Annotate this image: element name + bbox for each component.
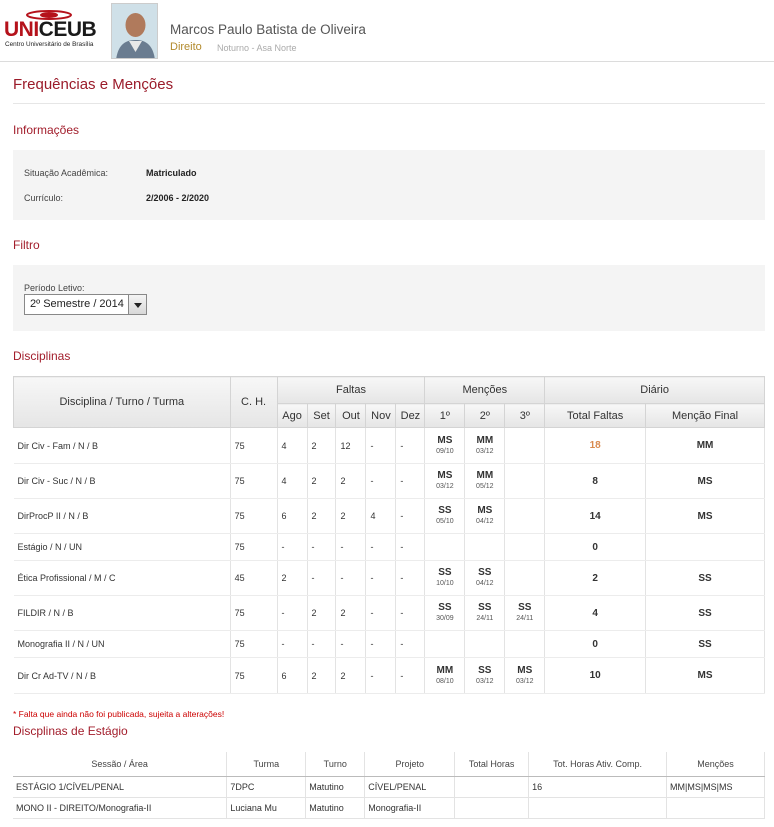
falta-ago: 4 xyxy=(277,428,307,464)
falta-set: 2 xyxy=(307,596,336,631)
app-header xyxy=(0,0,774,62)
mencao-1-date: 08/10 xyxy=(436,677,454,685)
mencao-2 xyxy=(465,428,505,464)
disciplina-row xyxy=(14,534,765,561)
estagio-turma: Luciana Mu xyxy=(227,797,306,818)
disciplina-ch: 45 xyxy=(230,561,277,596)
falta-set: - xyxy=(307,561,336,596)
falta-nov: - xyxy=(366,596,396,631)
col-sessao: Sessão / Área xyxy=(13,752,227,776)
faltas-note: * Falta que ainda não foi publicada, sujeita a alterações! xyxy=(13,709,225,719)
falta-ago: 6 xyxy=(277,499,307,534)
mencao-2 xyxy=(465,596,505,631)
col-projeto: Projeto xyxy=(365,752,455,776)
mencao-1-grade: SS xyxy=(438,602,452,613)
mencao-2-date: 04/12 xyxy=(476,580,494,587)
col-m1: 1º xyxy=(425,404,465,428)
periodo-selected-value: 2º Semestre / 2014 xyxy=(30,298,124,310)
mencao-2-date: 03/12 xyxy=(476,447,494,455)
col-estagio-mencoes: Menções xyxy=(667,752,765,776)
title-divider xyxy=(13,103,765,104)
mencao-1 xyxy=(425,631,465,658)
disciplina-name: Monografia II / N / UN xyxy=(14,631,231,658)
user-avatar xyxy=(111,3,158,59)
disciplina-row xyxy=(14,499,765,534)
mencao-3 xyxy=(505,534,545,561)
filtro-panel xyxy=(13,265,765,331)
mencao-1 xyxy=(425,596,465,631)
estagio-sessao: MONO II - DIREITO/Monografia-II xyxy=(13,797,227,818)
col-nov: Nov xyxy=(366,404,396,428)
mencao-1 xyxy=(425,428,465,464)
mencao-2 xyxy=(465,464,505,499)
col-set: Set xyxy=(307,404,336,428)
mencao-2-date: 05/12 xyxy=(476,483,494,490)
disciplina-row xyxy=(14,631,765,658)
disciplina-name: Estágio / N / UN xyxy=(14,534,231,561)
mencao-2-date: 03/12 xyxy=(476,677,494,685)
col-total-horas: Total Horas xyxy=(455,752,529,776)
estagio-tot-horas-ativ: 16 xyxy=(529,776,667,797)
disciplina-ch: 75 xyxy=(230,631,277,658)
falta-out: - xyxy=(336,561,366,596)
estagio-total-horas xyxy=(455,797,529,818)
total-faltas: 2 xyxy=(545,561,646,596)
info-panel xyxy=(13,150,765,220)
estagio-mencoes xyxy=(667,797,765,818)
falta-nov: - xyxy=(366,534,396,561)
disciplina-row xyxy=(14,658,765,694)
mencao-1-date: 09/10 xyxy=(436,447,454,455)
falta-nov: - xyxy=(366,658,396,694)
mencao-3 xyxy=(505,561,545,596)
user-course: Direito xyxy=(170,41,202,53)
disciplina-name: Dir Cr Ad-TV / N / B xyxy=(14,658,231,694)
disciplina-row xyxy=(14,596,765,631)
col-dez: Dez xyxy=(396,404,425,428)
mencao-1-date: 05/10 xyxy=(436,518,454,525)
disciplinas-section-title: Disciplinas xyxy=(13,349,71,363)
falta-dez: - xyxy=(396,534,425,561)
dropdown-arrow-icon[interactable] xyxy=(128,295,146,314)
mencao-2-date: 04/12 xyxy=(476,518,494,525)
col-total-faltas: Total Faltas xyxy=(545,404,646,428)
falta-dez: - xyxy=(396,658,425,694)
mencao-1-grade: SS xyxy=(438,567,452,578)
falta-set: - xyxy=(307,631,336,658)
falta-dez: - xyxy=(396,596,425,631)
total-faltas: 0 xyxy=(545,534,646,561)
disciplina-ch: 75 xyxy=(230,428,277,464)
falta-ago: 4 xyxy=(277,464,307,499)
falta-out: - xyxy=(336,534,366,561)
mencao-2-grade: MS xyxy=(477,505,493,516)
mencao-2-date: 24/11 xyxy=(476,615,494,622)
mencao-3 xyxy=(505,499,545,534)
uniceub-logo[interactable] xyxy=(4,10,104,50)
falta-set: 2 xyxy=(307,658,336,694)
disciplina-ch: 75 xyxy=(230,658,277,694)
mencao-3-grade: SS xyxy=(518,602,532,613)
falta-nov: - xyxy=(366,428,396,464)
mencao-final: SS xyxy=(646,561,765,596)
estagio-projeto: CÍVEL/PENAL xyxy=(365,776,455,797)
falta-nov: - xyxy=(366,464,396,499)
col-ago: Ago xyxy=(277,404,307,428)
mencao-2 xyxy=(465,534,505,561)
disciplina-name: DirProcP II / N / B xyxy=(14,499,231,534)
col-turma: Turma xyxy=(227,752,306,776)
mencao-3 xyxy=(505,631,545,658)
mencao-3-grade: MS xyxy=(517,664,533,676)
page-title: Frequências e Menções xyxy=(13,76,174,93)
mencao-final: MS xyxy=(646,658,765,694)
col-turno: Turno xyxy=(306,752,365,776)
estagio-sessao: ESTÁGIO 1/CÍVEL/PENAL xyxy=(13,776,227,797)
mencao-2-grade: SS xyxy=(478,567,492,578)
falta-out: 2 xyxy=(336,499,366,534)
falta-nov: 4 xyxy=(366,499,396,534)
total-faltas: 4 xyxy=(545,596,646,631)
disciplina-ch: 75 xyxy=(230,499,277,534)
estagio-table xyxy=(13,752,765,819)
disciplinas-table xyxy=(13,376,765,694)
estagio-turma: 7DPC xyxy=(227,776,306,797)
col-disciplina: Disciplina / Turno / Turma xyxy=(14,377,231,428)
falta-set: 2 xyxy=(307,464,336,499)
falta-nov: - xyxy=(366,561,396,596)
falta-dez: - xyxy=(396,631,425,658)
falta-dez: - xyxy=(396,561,425,596)
mencao-2-grade: SS xyxy=(478,664,492,676)
falta-out: 2 xyxy=(336,464,366,499)
disciplina-name: Dir Civ - Fam / N / B xyxy=(14,428,231,464)
falta-dez: - xyxy=(396,428,425,464)
logo-subtitle: Centro Universitário de Brasília xyxy=(5,41,94,48)
estagio-section-title: Discplinas de Estágio xyxy=(13,724,128,738)
mencao-2-grade: SS xyxy=(478,602,492,613)
falta-set: - xyxy=(307,534,336,561)
col-out: Out xyxy=(336,404,366,428)
disciplina-ch: 75 xyxy=(230,464,277,499)
mencao-final xyxy=(646,534,765,561)
total-faltas: 0 xyxy=(545,631,646,658)
total-faltas: 8 xyxy=(545,464,646,499)
mencao-3 xyxy=(505,658,545,694)
mencao-2-grade: MM xyxy=(476,434,494,446)
disciplina-ch: 75 xyxy=(230,596,277,631)
falta-ago: 2 xyxy=(277,561,307,596)
col-faltas: Faltas xyxy=(277,377,425,404)
situacao-value: Matriculado xyxy=(146,168,197,178)
falta-ago: 6 xyxy=(277,658,307,694)
mencao-1 xyxy=(425,534,465,561)
mencao-2 xyxy=(465,561,505,596)
logo-wordmark: UNICEUB xyxy=(4,18,97,41)
periodo-label: Período Letivo: xyxy=(24,283,85,293)
periodo-select[interactable] xyxy=(24,294,147,315)
mencao-1-grade: MM xyxy=(436,664,454,676)
mencao-1-date: 03/12 xyxy=(436,483,454,490)
mencao-1-grade: MS xyxy=(437,470,453,481)
disciplina-name: FILDIR / N / B xyxy=(14,596,231,631)
mencao-3 xyxy=(505,428,545,464)
mencao-2 xyxy=(465,499,505,534)
estagio-mencoes: MM|MS|MS|MS xyxy=(667,776,765,797)
disciplina-row xyxy=(14,561,765,596)
curriculo-value: 2/2006 - 2/2020 xyxy=(146,193,210,203)
mencao-1-date: 10/10 xyxy=(436,580,454,587)
mencao-1 xyxy=(425,464,465,499)
estagio-row xyxy=(13,797,765,818)
col-tot-horas-ativ: Tot. Horas Ativ. Comp. xyxy=(529,752,667,776)
col-m2: 2º xyxy=(465,404,505,428)
estagio-turno: Matutino xyxy=(306,797,365,818)
curriculo-label: Currículo: xyxy=(24,193,64,203)
situacao-label: Situação Acadêmica: xyxy=(24,168,109,178)
mencao-1 xyxy=(425,499,465,534)
falta-dez: - xyxy=(396,464,425,499)
disciplina-row xyxy=(14,464,765,499)
total-faltas: 18 xyxy=(545,428,646,464)
mencao-1 xyxy=(425,658,465,694)
mencao-final: SS xyxy=(646,631,765,658)
user-shift-campus: Noturno - Asa Norte xyxy=(217,43,297,53)
mencao-1-grade: MS xyxy=(437,434,453,446)
mencao-final: MM xyxy=(646,428,765,464)
falta-ago: - xyxy=(277,631,307,658)
mencao-2 xyxy=(465,658,505,694)
mencao-2-grade: MM xyxy=(476,470,494,481)
falta-ago: - xyxy=(277,596,307,631)
falta-out: - xyxy=(336,631,366,658)
mencao-final: SS xyxy=(646,596,765,631)
user-name: Marcos Paulo Batista de Oliveira xyxy=(170,22,366,37)
mencao-1 xyxy=(425,561,465,596)
disciplina-ch: 75 xyxy=(230,534,277,561)
falta-set: 2 xyxy=(307,428,336,464)
filtro-section-title: Filtro xyxy=(13,238,40,252)
disciplina-name: Dir Civ - Suc / N / B xyxy=(14,464,231,499)
falta-out: 2 xyxy=(336,658,366,694)
falta-ago: - xyxy=(277,534,307,561)
total-faltas: 14 xyxy=(545,499,646,534)
mencao-1-date: 30/09 xyxy=(436,615,454,622)
falta-nov: - xyxy=(366,631,396,658)
mencao-final: MS xyxy=(646,464,765,499)
mencao-1-grade: SS xyxy=(438,505,452,516)
mencao-final: MS xyxy=(646,499,765,534)
col-diario: Diário xyxy=(545,377,765,404)
mencao-3 xyxy=(505,596,545,631)
mencao-3 xyxy=(505,464,545,499)
col-ch: C. H. xyxy=(230,377,277,428)
estagio-projeto: Monografia-II xyxy=(365,797,455,818)
disciplina-row xyxy=(14,428,765,464)
mencao-3-date: 24/11 xyxy=(516,615,534,622)
estagio-total-horas xyxy=(455,776,529,797)
col-m3: 3º xyxy=(505,404,545,428)
estagio-turno: Matutino xyxy=(306,776,365,797)
col-mencoes: Menções xyxy=(425,377,545,404)
mencao-3-date: 03/12 xyxy=(516,677,534,685)
col-mencao-final: Menção Final xyxy=(646,404,765,428)
estagio-tot-horas-ativ xyxy=(529,797,667,818)
total-faltas: 10 xyxy=(545,658,646,694)
disciplina-name: Ética Profissional / M / C xyxy=(14,561,231,596)
falta-dez: - xyxy=(396,499,425,534)
info-section-title: Informações xyxy=(13,123,80,137)
falta-set: 2 xyxy=(307,499,336,534)
falta-out: 2 xyxy=(336,596,366,631)
estagio-row xyxy=(13,776,765,797)
falta-out: 12 xyxy=(336,428,366,464)
mencao-2 xyxy=(465,631,505,658)
